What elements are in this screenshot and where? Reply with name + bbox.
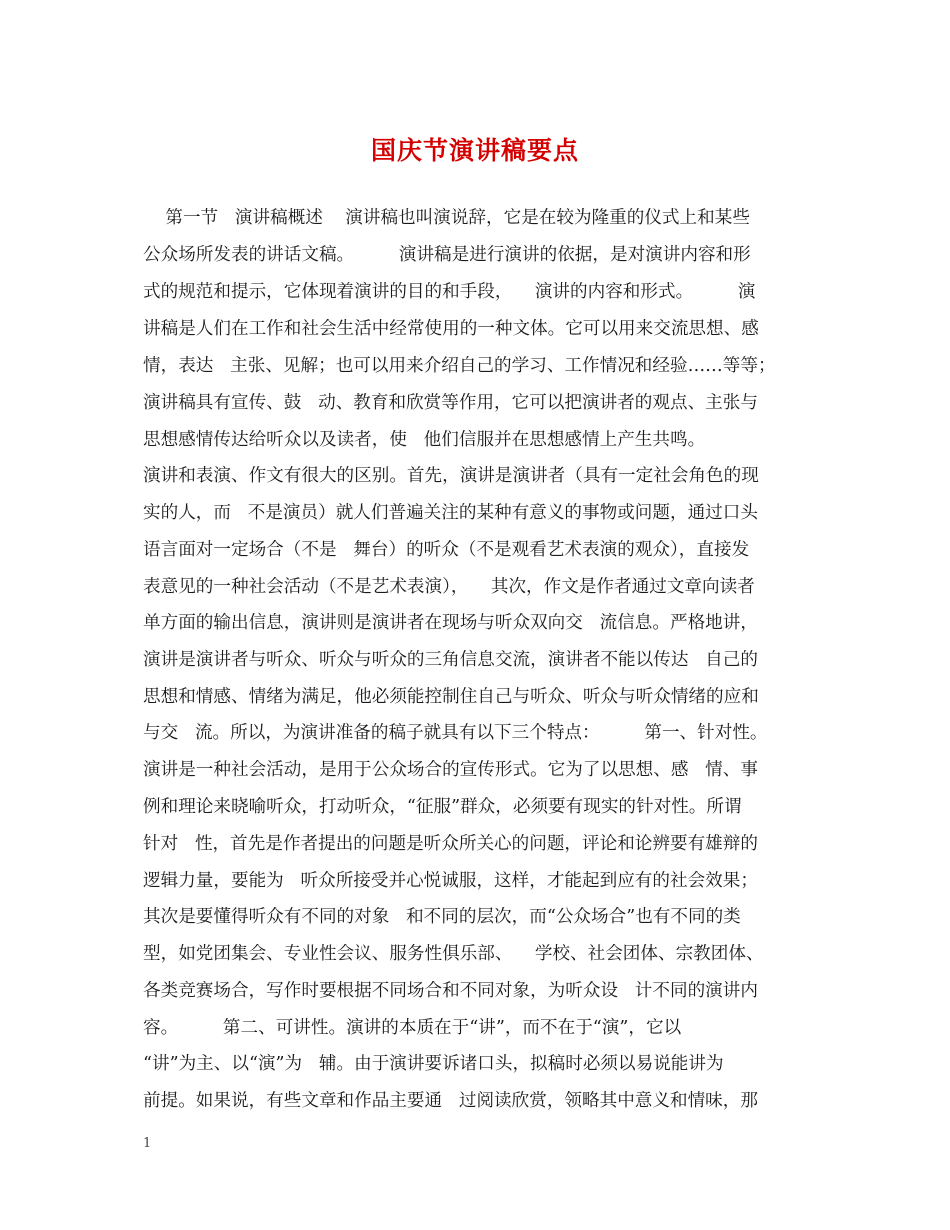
- text-line: 针对 性，首先是作者提出的问题是听众所关心的问题，评论和论辨要有雄辩的: [143, 834, 758, 854]
- text-line: 逻辑力量，要能为 听众所接受并心悦诚服，这样，才能起到应有的社会效果；: [143, 871, 758, 891]
- text-line: 公众场所发表的讲话文稿。 演讲稿是进行演讲的依据，是对演讲内容和形: [143, 245, 751, 265]
- text-line: 思想感情传达给听众以及读者，使 他们信服并在思想感情上产生共鸣。: [143, 430, 706, 450]
- text-line: “讲”为主、以“演”为 辅。由于演讲要诉诸口头，拟稿时必须以易说能讲为: [143, 1054, 724, 1074]
- text-line: 思想和情感、情绪为满足，他必须能控制住自己与听众、听众与听众情绪的应和: [143, 687, 759, 707]
- text-line: 其次是要懂得听众有不同的对象 和不同的层次，而“公众场合”也有不同的类: [143, 907, 741, 927]
- text-line: 第一节 演讲稿概述 演讲稿也叫演说辞，它是在较为隆重的仪式上和某些: [143, 208, 750, 228]
- text-line: 演讲是演讲者与听众、听众与听众的三角信息交流，演讲者不能以传达 自己的: [143, 650, 758, 670]
- text-line: 前提。如果说，有些文章和作品主要通 过阅读欣赏，领略其中意义和情味，那: [143, 1091, 758, 1111]
- text-line: 演讲稿具有宣传、鼓 动、教育和欣赏等作用，它可以把演讲者的观点、主张与: [143, 393, 758, 413]
- document-title: 国庆节演讲稿要点: [370, 136, 579, 165]
- text-line: 单方面的输出信息，演讲则是演讲者在现场与听众双向交 流信息。严格地讲，: [143, 613, 758, 633]
- text-line: 语言面对一定场合（不是 舞台）的听众（不是观看艺术表演的观众），直接发: [143, 540, 750, 560]
- text-line: 实的人，而 不是演员）就人们普遍关注的某种有意义的事物或问题，通过口头: [143, 503, 758, 523]
- text-line: 各类竞赛场合，写作时要根据不同场合和不同对象，为听众设 计不同的演讲内: [143, 981, 758, 1001]
- text-line: 型，如党团集会、专业性会议、服务性俱乐部、 学校、社会团体、宗教团体、: [143, 944, 764, 964]
- text-line: 式的规范和提示，它体现着演讲的目的和手段， 演讲的内容和形式。 演: [143, 282, 756, 302]
- text-line: 讲稿是人们在工作和社会生活中经常使用的一种文体。它可以用来交流思想、感: [143, 319, 759, 339]
- text-line: 表意见的一种社会活动（不是艺术表演）， 其次，作文是作者通过文章向读者: [143, 577, 755, 597]
- text-line: 情，表达 主张、见解；也可以用来介绍自己的学习、工作情况和经验……等等；: [143, 356, 776, 376]
- text-line: 与交 流。所以，为演讲准备的稿子就具有以下三个特点： 第一、针对性。: [143, 723, 768, 743]
- text-line: 例和理论来晓喻听众，打动听众，“征服”群众，必须要有现实的针对性。所谓: [143, 797, 742, 817]
- text-line: 演讲和表演、作文有很大的区别。首先，演讲是演讲者（具有一定社会角色的现: [143, 466, 759, 486]
- text-line: 容。 第二、可讲性。演讲的本质在于“讲”，而不在于“演”，它以: [143, 1018, 682, 1038]
- text-line: 演讲是一种社会活动，是用于公众场合的宣传形式。它为了以思想、感 情、事: [143, 760, 758, 780]
- page-number: 1: [143, 1136, 152, 1151]
